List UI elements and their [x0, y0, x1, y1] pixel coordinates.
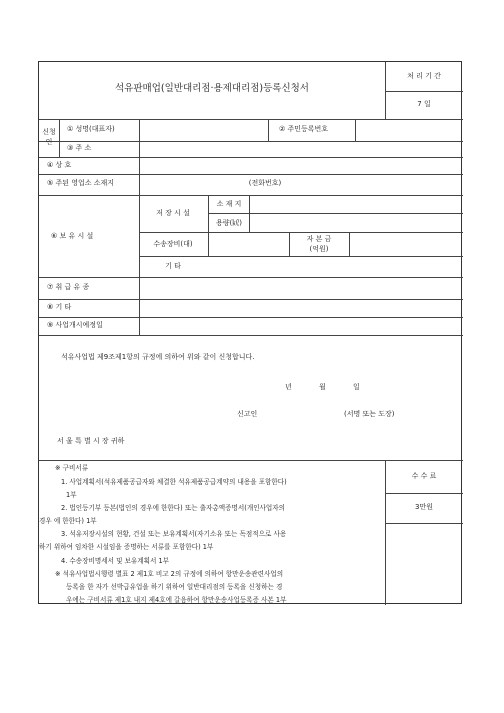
divider	[349, 232, 350, 256]
other-facility-label: 기 타	[165, 262, 181, 270]
document-item: 1. 사업계획서(석유제품공급자와 체결한 석유제품공급계약의 내용을 포함한다)	[61, 478, 287, 486]
divider	[289, 232, 290, 256]
processing-period-value: 7 일	[417, 100, 431, 108]
capital-unit-label: (억원)	[309, 245, 329, 253]
document-note: ※ 석유사업법시행령 별표 2 제1호 비고 2의 규정에 의하여 항만운송관련사업의	[55, 570, 284, 578]
products-label: ⑦ 취 급 유 종	[47, 283, 90, 291]
divider	[385, 493, 463, 494]
divider	[39, 335, 463, 336]
divider	[208, 195, 209, 256]
divider	[39, 460, 463, 461]
applicant-sign-label: 신고인	[237, 410, 258, 418]
divider	[355, 119, 356, 141]
month-label: 월	[319, 383, 326, 391]
divider	[208, 213, 463, 214]
document-item: 경우 에 한한다) 1부	[39, 517, 97, 525]
divider	[139, 232, 463, 233]
divider	[39, 195, 463, 196]
document-item: 하기 위하여 임차한 시설임을 증명하는 서류를 포함한다) 1부	[39, 543, 214, 551]
declaration-text: 석유사업법 제9조제1항의 규정에 의하여 위와 같이 신청합니다.	[61, 353, 255, 361]
year-label: 년	[285, 383, 292, 391]
capital-label: 자 본 금	[306, 235, 332, 243]
recipient-label: 서 울 특 별 시 장 귀하	[57, 437, 125, 445]
divider	[39, 141, 463, 142]
document-note: 등록을 한 자가 선박급유업을 하기 위하여 일반대리점의 등록을 신청하는 경	[66, 583, 283, 591]
divider	[385, 460, 386, 605]
divider	[249, 195, 250, 232]
storage-label: 저 장 시 설	[156, 209, 190, 217]
documents-heading: ※ 구비서류	[55, 464, 89, 472]
divider	[39, 157, 463, 158]
registration-form	[38, 61, 462, 604]
divider	[39, 277, 463, 278]
divider	[385, 523, 463, 524]
signature-label: (서명 또는 도장)	[344, 410, 395, 418]
document-note: 우에는 구비서류 제1호 내지 제4호에 갈음하여 항만운송사업등록증 사본 1부	[66, 596, 287, 604]
transport-label: 수송장비(대)	[153, 240, 193, 248]
capacity-label: 용량(㎘)	[216, 219, 242, 227]
document-item: 3. 석유저장시설의 현황, 건설 또는 보유계획서(자기소유 또는 독점적으로 사용	[61, 530, 287, 538]
day-label: 일	[353, 383, 360, 391]
applicant-section-label: 신청	[42, 128, 56, 136]
name-label: ① 성명(대표자)	[67, 125, 115, 133]
trade-name-label: ④ 상 호	[47, 161, 72, 169]
document-item: 4. 수송장비명세서 및 보유계획서 1부	[61, 557, 170, 565]
resident-id-label: ② 주민등록번호	[279, 125, 329, 133]
divider	[39, 317, 463, 318]
facilities-label: ⑥ 보 유 시 설	[51, 232, 94, 240]
divider	[59, 119, 60, 157]
form-title: 석유판매업(일반대리점·용제대리점)등록신청서	[115, 83, 309, 94]
phone-label: (전화번호)	[248, 179, 282, 187]
main-office-label: ⑤ 주된 영업소 소재지	[47, 179, 115, 187]
document-item: 2. 법인등기부 등본(법인의 경우에 한한다) 또는 출자총액증명서(개인사업자의	[61, 504, 286, 512]
address-label: ③ 주 소	[67, 144, 92, 152]
divider	[268, 119, 269, 141]
divider	[385, 62, 386, 119]
divider	[385, 91, 463, 92]
divider	[39, 119, 463, 120]
divider	[139, 256, 463, 257]
processing-period-label: 처 리 기 간	[407, 72, 441, 80]
start-date-label: ⑨ 사업개시예정일	[47, 321, 103, 329]
divider	[39, 174, 463, 175]
divider	[39, 299, 463, 300]
location-label: 소 재 지	[216, 200, 242, 208]
applicant-section-label: 인	[45, 138, 53, 146]
other-label: ⑧ 기 타	[47, 303, 72, 311]
fee-label: 수 수 료	[411, 472, 437, 480]
document-item: 1부	[66, 491, 77, 499]
fee-amount: 3만원	[415, 503, 433, 511]
divider	[139, 119, 140, 335]
